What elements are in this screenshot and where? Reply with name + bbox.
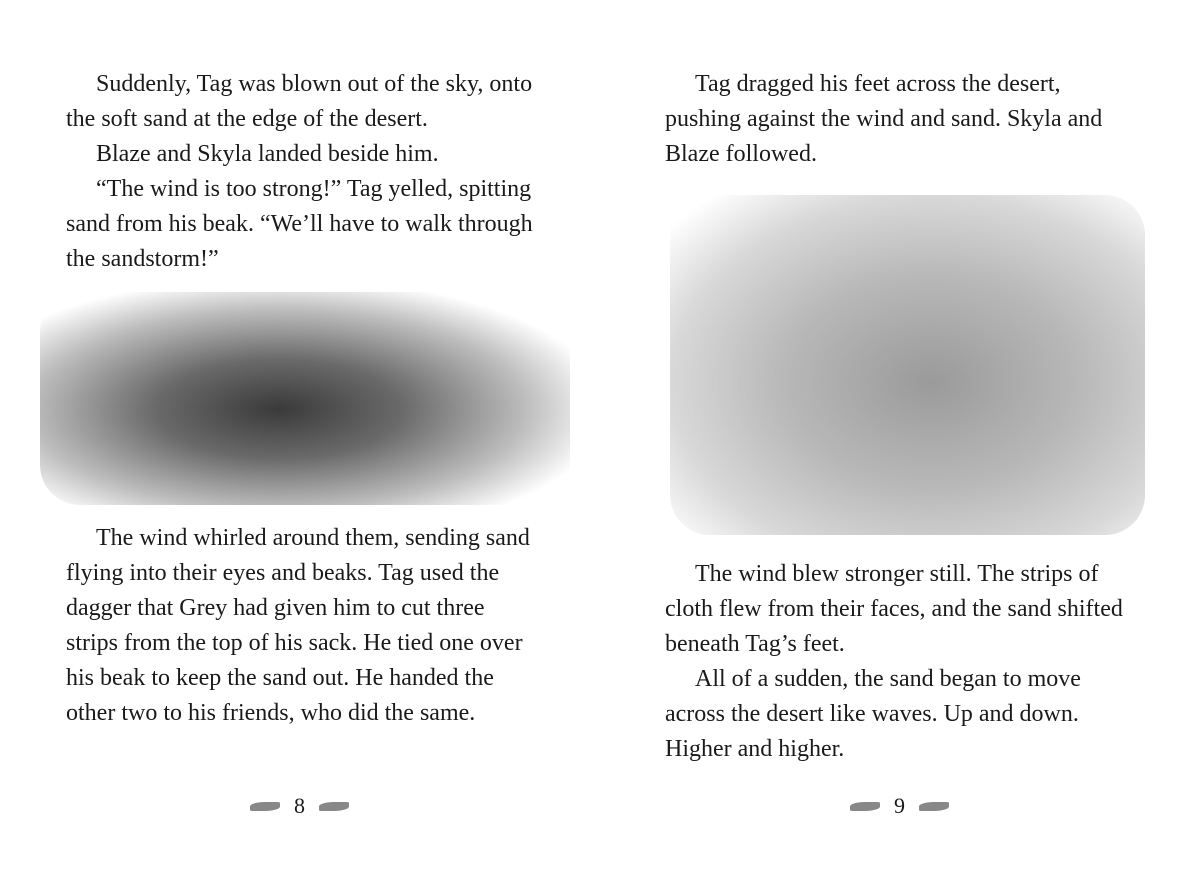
paragraph: The wind whirled around them, sending sand flying into their eyes and beaks. Tag used the dagger that Grey had given him to cut three strips from the top of his sack. He tied one over his beak to keep the sand out. He handed the other two to his friends, who did the same. (66, 525, 530, 726)
right-page (600, 0, 1200, 872)
page-number (250, 793, 349, 819)
left-bottom-text (66, 521, 541, 731)
leaf-ornament-icon (850, 802, 880, 811)
paragraph: The wind blew stronger still. The strips of cloth flew from their faces, and the sand shifted beneath Tag’s feet. (665, 561, 1123, 657)
leaf-ornament-icon (250, 802, 280, 811)
paragraph: All of a sudden, the sand began to move across the desert like waves. Up and down. Higher and higher. (665, 666, 1081, 762)
left-top-text (66, 67, 541, 277)
page-number-text: 9 (894, 793, 905, 818)
paragraph: Tag dragged his feet across the desert, pushing against the wind and sand. Skyla and Blaze followed. (665, 71, 1103, 167)
leaf-ornament-icon (919, 802, 949, 811)
paragraph: Suddenly, Tag was blown out of the sky, onto the soft sand at the edge of the desert. (66, 71, 533, 132)
illustration-owl-in-sandstorm (40, 292, 570, 505)
illustration-birds-walking-in-storm (670, 195, 1145, 535)
paragraph: Blaze and Skyla landed beside him. (96, 141, 439, 167)
page-number (850, 793, 949, 819)
leaf-ornament-icon (319, 802, 349, 811)
right-bottom-text (665, 557, 1140, 767)
page-number-text: 8 (294, 793, 305, 818)
paragraph: “The wind is too strong!” Tag yelled, spitting sand from his beak. “We’ll have to walk through the sandstorm!” (66, 176, 533, 272)
right-top-text (665, 67, 1140, 172)
